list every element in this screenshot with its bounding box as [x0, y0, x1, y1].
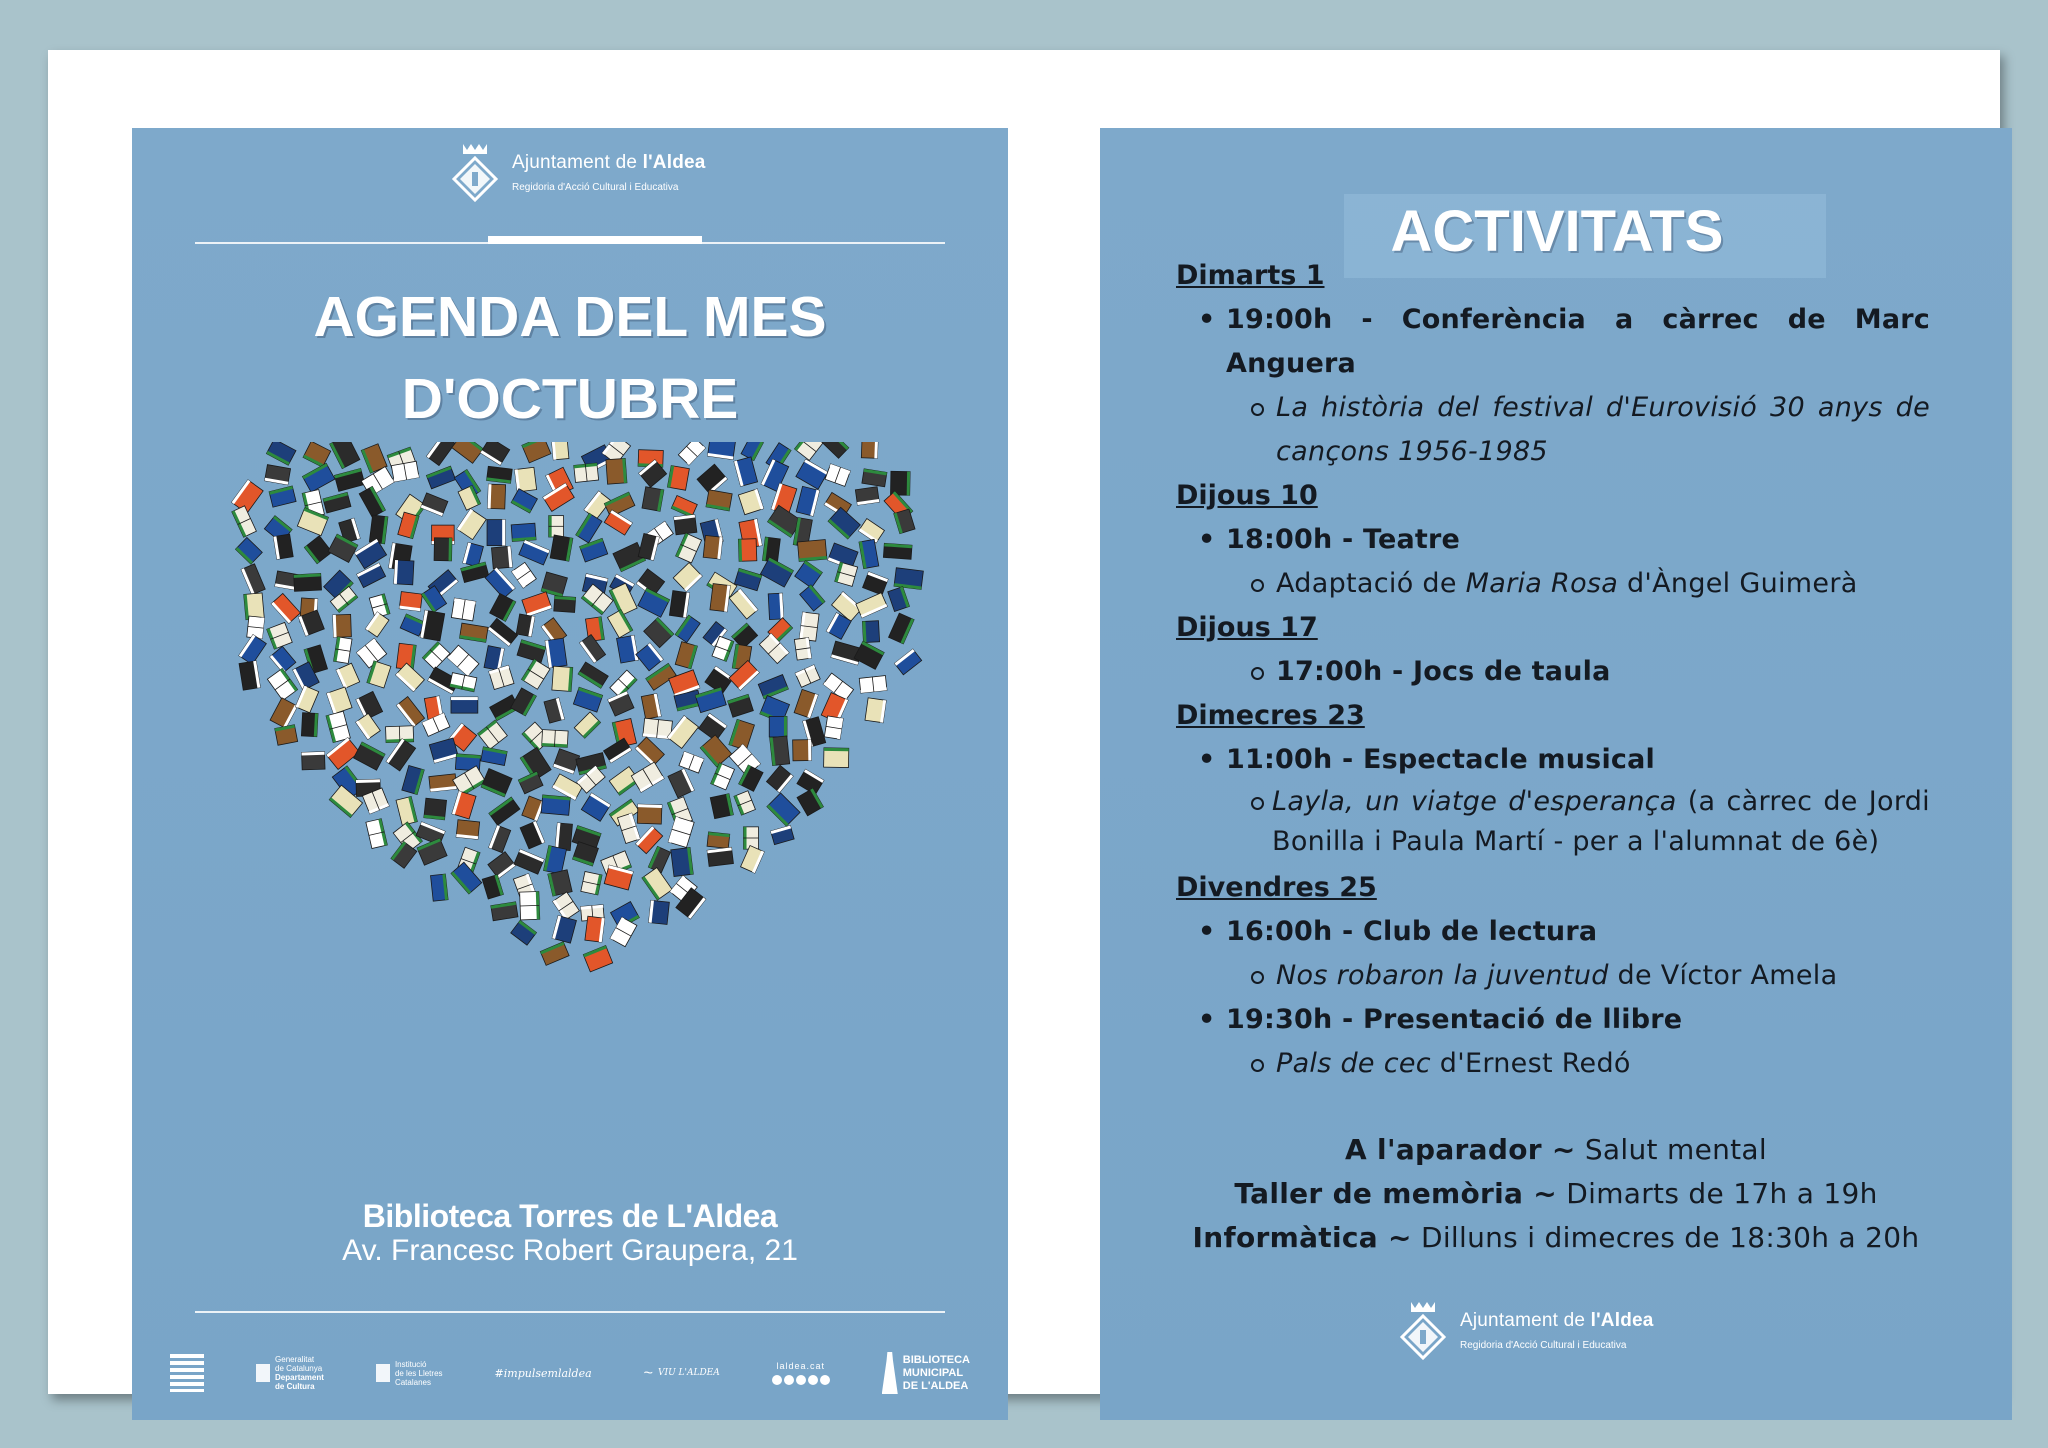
web-text: laldea.cat [776, 1360, 826, 1371]
day-label: Dimarts 1 [1176, 260, 1325, 291]
poster-title [132, 276, 1008, 440]
generalitat-line4: de Cultura [275, 1382, 315, 1391]
viu-text: VIU L'ALDEA [658, 1367, 720, 1378]
generalitat-icon [256, 1364, 270, 1382]
event-detail-title: Maria Rosa [1465, 568, 1619, 599]
library-name: Biblioteca Torres de L'Aldea [362, 1198, 778, 1234]
brand-name-bold: l'Aldea [642, 151, 706, 173]
town-hall-brand [452, 142, 706, 202]
sponsor-logos [170, 1348, 970, 1398]
event-item: • 16:00h - Club de lectura [1176, 910, 1930, 954]
logo-generalitat [256, 1355, 324, 1391]
event-detail-post: de Víctor Amela [1608, 960, 1838, 991]
library-address: Av. Francesc Robert Graupera, 21 [342, 1234, 798, 1267]
extra-label: Informàtica ~ [1192, 1221, 1412, 1254]
divider-bottom [195, 1311, 945, 1313]
agenda-list [1176, 254, 1930, 1086]
extra-value: Salut mental [1575, 1133, 1767, 1166]
extra-line [1100, 1216, 2012, 1260]
tower-icon [882, 1352, 898, 1394]
poster-title-line2: D'OCTUBRE [401, 367, 739, 431]
generalitat-line3: Departament [275, 1373, 324, 1382]
brand-subtitle: Regidoria d'Acció Cultural i Educativa [1460, 1339, 1627, 1351]
extra-label: A l'aparador ~ [1345, 1133, 1576, 1166]
activities-title: ACTIVITATS [1390, 199, 1724, 264]
event-detail-post: d'Ernest Redó [1430, 1048, 1631, 1079]
event-item: • 19:30h - Presentació de llibre [1176, 998, 1930, 1042]
bib-line2: MUNICIPAL [902, 1366, 964, 1379]
bib-line3: DE L'ALDEA [902, 1379, 969, 1392]
social-icons [772, 1375, 830, 1385]
books-heart-illustration [210, 442, 940, 1122]
logo-hashtag [494, 1366, 592, 1380]
crest-icon [452, 142, 498, 202]
event-detail-title: La història del festival d'Eurovisió 30 anys de cançons 1956-1985 [1276, 392, 1930, 467]
brand-name-prefix: Ajuntament de [512, 151, 643, 173]
event-detail [1176, 386, 1930, 474]
event-detail-title: Pals de cec [1276, 1048, 1431, 1079]
activities-panel [1100, 128, 2012, 1420]
brand-subtitle: Regidoria d'Acció Cultural i Educativa [512, 181, 679, 193]
event-item: • 18:00h - Teatre [1176, 518, 1930, 562]
ilc-line1: Institució [394, 1359, 427, 1369]
logo-biblioteca-municipal [882, 1352, 970, 1394]
event-detail-title: Layla, un viatge d'esperança [1272, 786, 1677, 817]
ilc-line3: Catalanes [394, 1377, 431, 1387]
event-item: • 19:00h - Conferència a càrrec de Marc Anguera [1176, 298, 1930, 386]
event-item: • 11:00h - Espectacle musical [1176, 738, 1930, 782]
extra-info [1100, 1128, 2012, 1260]
brand-name-bold: l'Aldea [1590, 1309, 1654, 1331]
event-item: 17:00h - Jocs de taula [1176, 650, 1930, 694]
ilc-line2: de les Lletres [394, 1368, 443, 1378]
generalitat-line1: Generalitat [275, 1355, 315, 1364]
logo-ilc [376, 1360, 443, 1387]
logo-biblioteques [170, 1354, 204, 1392]
bib-line1: BIBLIOTECA [902, 1353, 970, 1366]
event-detail [1176, 782, 1930, 862]
event-detail-title: Nos robaron la juventud [1276, 960, 1609, 991]
divider-accent [488, 236, 702, 244]
biblioteques-icon [170, 1354, 204, 1392]
extra-value: Dimarts de 17h a 19h [1557, 1177, 1878, 1210]
brand-name-prefix: Ajuntament de [1460, 1309, 1591, 1331]
event-detail-post: d'Àngel Guimerà [1618, 568, 1858, 599]
bird-icon: ~ [643, 1364, 654, 1382]
poster-title-line1: AGENDA DEL MES [313, 285, 827, 349]
generalitat-line2: de Catalunya [275, 1364, 323, 1373]
event-detail [1176, 1042, 1930, 1086]
town-hall-brand-footer [1400, 1300, 1654, 1360]
flyer-sheet [48, 50, 2000, 1394]
event-detail-pre: Adaptació de [1276, 568, 1466, 599]
event-detail [1176, 562, 1930, 606]
event-detail-post: (a càrrec de Jordi Bonilla i Paula Martí - per a l'alumnat de 6è) [1272, 786, 1930, 857]
day-label: Dimecres 23 [1176, 700, 1365, 731]
hashtag-text: #impulsemlaldea [494, 1366, 592, 1380]
ilc-icon [376, 1364, 390, 1382]
extra-label: Taller de memòria ~ [1234, 1177, 1558, 1210]
crest-icon [1400, 1300, 1446, 1360]
logo-social [772, 1362, 830, 1385]
day-label: Divendres 25 [1176, 872, 1377, 903]
extra-line [1100, 1128, 2012, 1172]
event-detail [1176, 954, 1930, 998]
poster-panel [132, 128, 1008, 1420]
extra-line [1100, 1172, 2012, 1216]
logo-viu-aldea [643, 1364, 720, 1382]
extra-value: Dilluns i dimecres de 18:30h a 20h [1411, 1221, 1920, 1254]
day-label: Dijous 17 [1176, 612, 1318, 643]
day-label: Dijous 10 [1176, 480, 1318, 511]
